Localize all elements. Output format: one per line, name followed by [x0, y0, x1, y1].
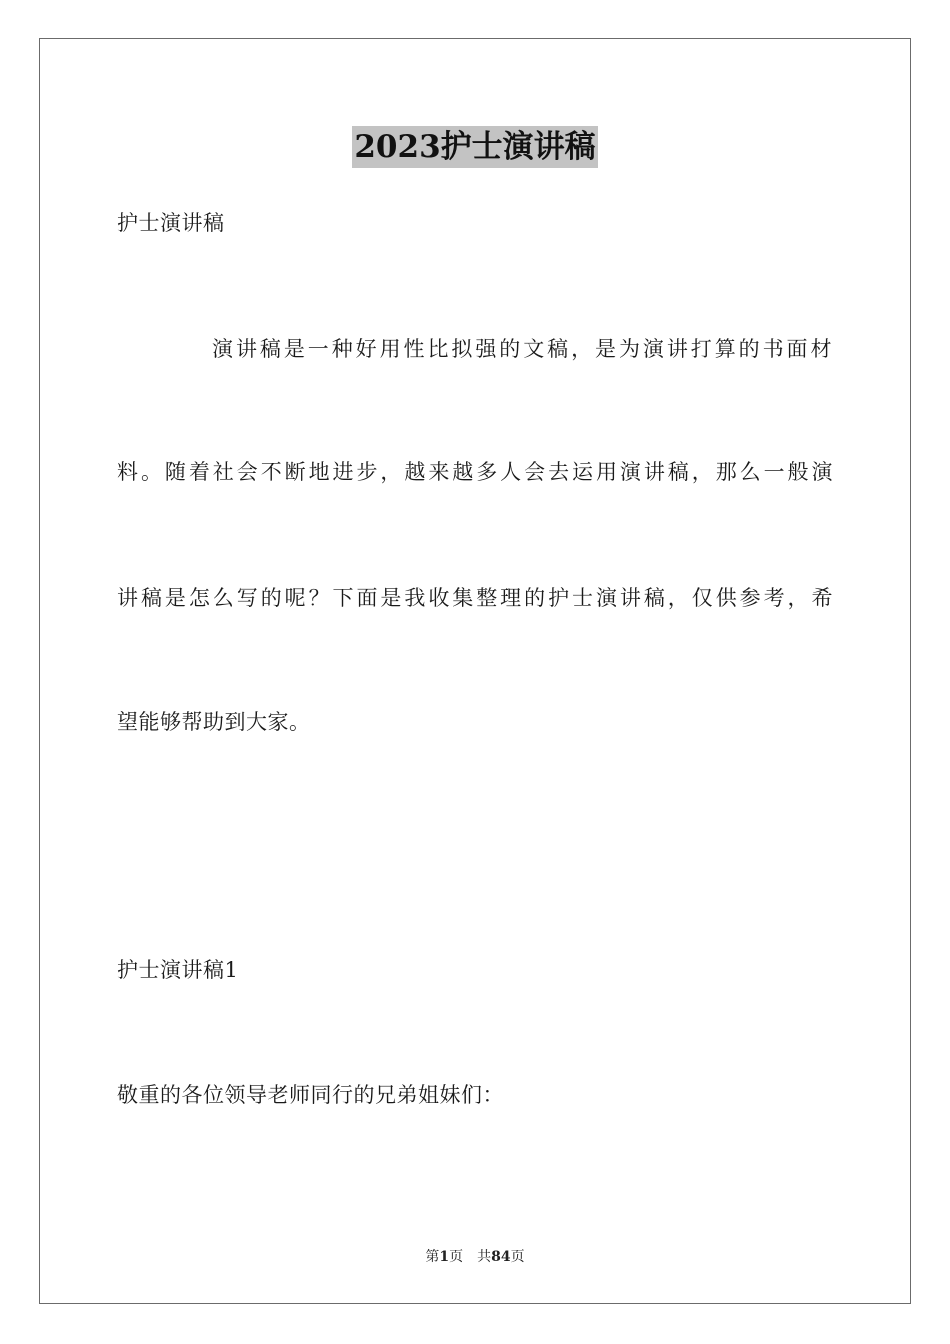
total-prefix: 共 — [477, 1249, 492, 1265]
intro-line-1: 演讲稿是一种好用性比拟强的文稿，是为演讲打算的书面材 — [212, 337, 832, 361]
title-container — [0, 126, 950, 168]
total-suffix: 页 — [510, 1249, 525, 1265]
intro-line-2: 料。随着社会不断地进步，越来越多人会去运用演讲稿，那么一般演 — [117, 460, 833, 484]
intro-line-4: 望能够帮助到大家。 — [117, 710, 311, 734]
page-footer — [0, 1247, 950, 1267]
section-heading: 护士演讲稿1 — [117, 958, 239, 982]
intro-line-3: 讲稿是怎么写的呢？下面是我收集整理的护士演讲稿，仅供参考，希 — [117, 586, 833, 610]
subtitle: 护士演讲稿 — [117, 211, 225, 235]
salutation: 敬重的各位领导老师同行的兄弟姐妹们： — [117, 1083, 504, 1107]
page-total: 84 — [491, 1249, 511, 1265]
page-prefix: 第 — [425, 1249, 440, 1265]
document-title: 2023护士演讲稿 — [352, 126, 597, 168]
page-current: 1 — [439, 1249, 450, 1265]
page-suffix: 页 — [449, 1249, 464, 1265]
